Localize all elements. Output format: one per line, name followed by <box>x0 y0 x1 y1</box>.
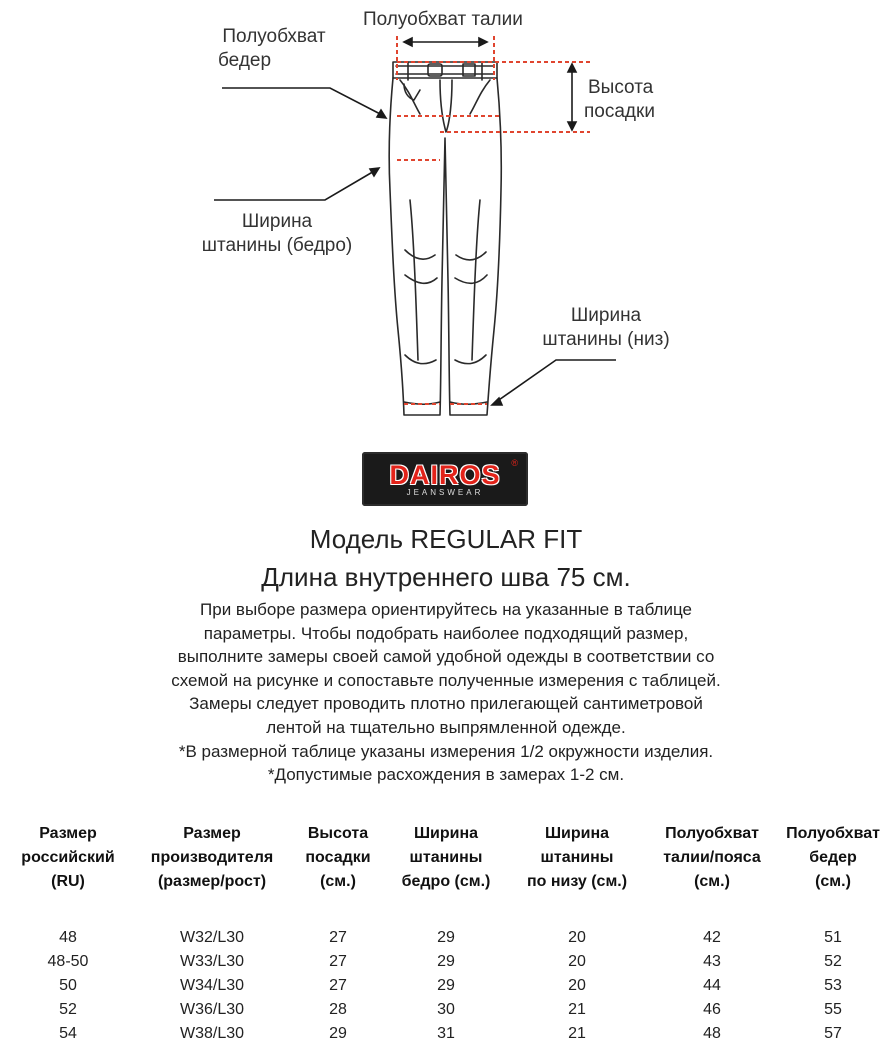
hips-label-line1: Полуобхват <box>222 26 326 47</box>
table-cell: 52 <box>59 1001 77 1018</box>
table-cell: 29 <box>437 953 455 970</box>
table-cell: 48-50 <box>47 953 89 970</box>
description-line: параметры. Чтобы подобрать наиболее подходящий размер, <box>203 623 689 643</box>
description-line: *Допустимые расхождения в замерах 1-2 см. <box>267 765 625 785</box>
header-ru-size: Размер российский (RU) <box>21 825 115 890</box>
table-cell: 54 <box>59 1025 77 1042</box>
table-header-row <box>0 822 892 894</box>
rise-label <box>584 76 655 124</box>
table-cell: 55 <box>824 1001 842 1018</box>
table-cell: 50 <box>59 977 77 994</box>
description-line: схемой на рисунке и сопоставьте полученные измерения с таблицей. <box>171 670 721 690</box>
table-cell: W33/L30 <box>179 953 245 970</box>
rise-label-line1: Высота <box>588 77 654 98</box>
table-cell: 52 <box>824 953 842 970</box>
hem-label-line2: штанины (низ) <box>542 329 670 350</box>
logo-subtitle: JEANSWEAR <box>406 488 484 497</box>
description-line: лентой на тщательно выпрямленной одежде. <box>266 717 626 737</box>
table-cell: 44 <box>703 977 721 994</box>
header-maker-size: Размер производителя (размер/рост) <box>150 825 274 890</box>
table-cell: W36/L30 <box>179 1001 245 1018</box>
size-table <box>0 822 892 1046</box>
table-cell: 31 <box>437 1025 455 1042</box>
table-cell: W34/L30 <box>179 977 245 994</box>
description-line: При выборе размера ориентируйтесь на указанные в таблице <box>200 600 692 619</box>
table-cell: 43 <box>703 953 721 970</box>
table-cell: 27 <box>329 929 347 946</box>
logo-registered-mark: ® <box>511 458 518 468</box>
table-cell: W32/L30 <box>179 929 245 946</box>
table-cell: 29 <box>437 929 455 946</box>
hips-label <box>212 25 336 73</box>
hips-label-line2: бедер <box>218 50 272 71</box>
table-cell: 20 <box>568 953 586 970</box>
header-hem-width: Ширина штанины по низу (см.) <box>526 825 628 890</box>
hem-label-line1: Ширина <box>570 305 642 326</box>
description-line: *В размерной таблице указаны измерения 1/2 окружности изделия. <box>178 741 714 761</box>
table-row <box>0 998 892 1022</box>
inseam-title: Длина внутреннего шва 75 см. <box>261 562 631 592</box>
table-cell: 29 <box>437 977 455 994</box>
table-cell: 48 <box>59 929 77 946</box>
thigh-label-line2: штанины (бедро) <box>201 235 353 256</box>
thigh-label <box>192 210 362 258</box>
table-cell: 48 <box>703 1025 721 1042</box>
table-cell: 20 <box>568 977 586 994</box>
table-row <box>0 974 892 998</box>
table-row <box>0 1022 892 1046</box>
description-line: Замеры следует проводить плотно прилегающей сантиметровой <box>189 694 703 714</box>
waist-label: Полуобхват талии <box>363 9 523 30</box>
table-row <box>0 950 892 974</box>
table-cell: 27 <box>329 977 347 994</box>
table-cell: 20 <box>568 929 586 946</box>
table-cell: 46 <box>703 1001 721 1018</box>
table-cell: 42 <box>703 929 721 946</box>
header-waist: Полуобхват талии/пояса (см.) <box>663 825 761 890</box>
table-cell: 29 <box>329 1025 347 1042</box>
table-cell: 30 <box>437 1001 455 1018</box>
model-title: Модель REGULAR FIT <box>309 524 583 554</box>
description <box>80 598 812 787</box>
table-spacer <box>0 894 892 926</box>
dairos-logo <box>362 452 528 506</box>
table-cell: 27 <box>329 953 347 970</box>
hem-label <box>532 304 680 352</box>
header-hips: Полуобхват бедер (см.) <box>786 825 880 890</box>
description-line: выполните замеры своей самой удобной одежды в соответствии со <box>177 647 715 667</box>
table-cell: 28 <box>329 1001 347 1018</box>
table-cell: 51 <box>824 929 842 946</box>
table-cell: 21 <box>568 1001 586 1018</box>
table-row <box>0 926 892 950</box>
table-cell: 21 <box>568 1025 586 1042</box>
jeans-diagram-icon <box>0 0 892 440</box>
header-rise: Высота посадки (см.) <box>305 825 371 890</box>
header-thigh-width: Ширина штанины бедро (см.) <box>401 825 491 890</box>
thigh-label-line1: Ширина <box>241 211 313 232</box>
table-cell: 53 <box>824 977 842 994</box>
table-cell: 57 <box>824 1025 842 1042</box>
rise-label-line2: посадки <box>584 101 655 122</box>
logo-brand: DAIROS <box>389 460 501 490</box>
table-cell: W38/L30 <box>179 1025 245 1042</box>
